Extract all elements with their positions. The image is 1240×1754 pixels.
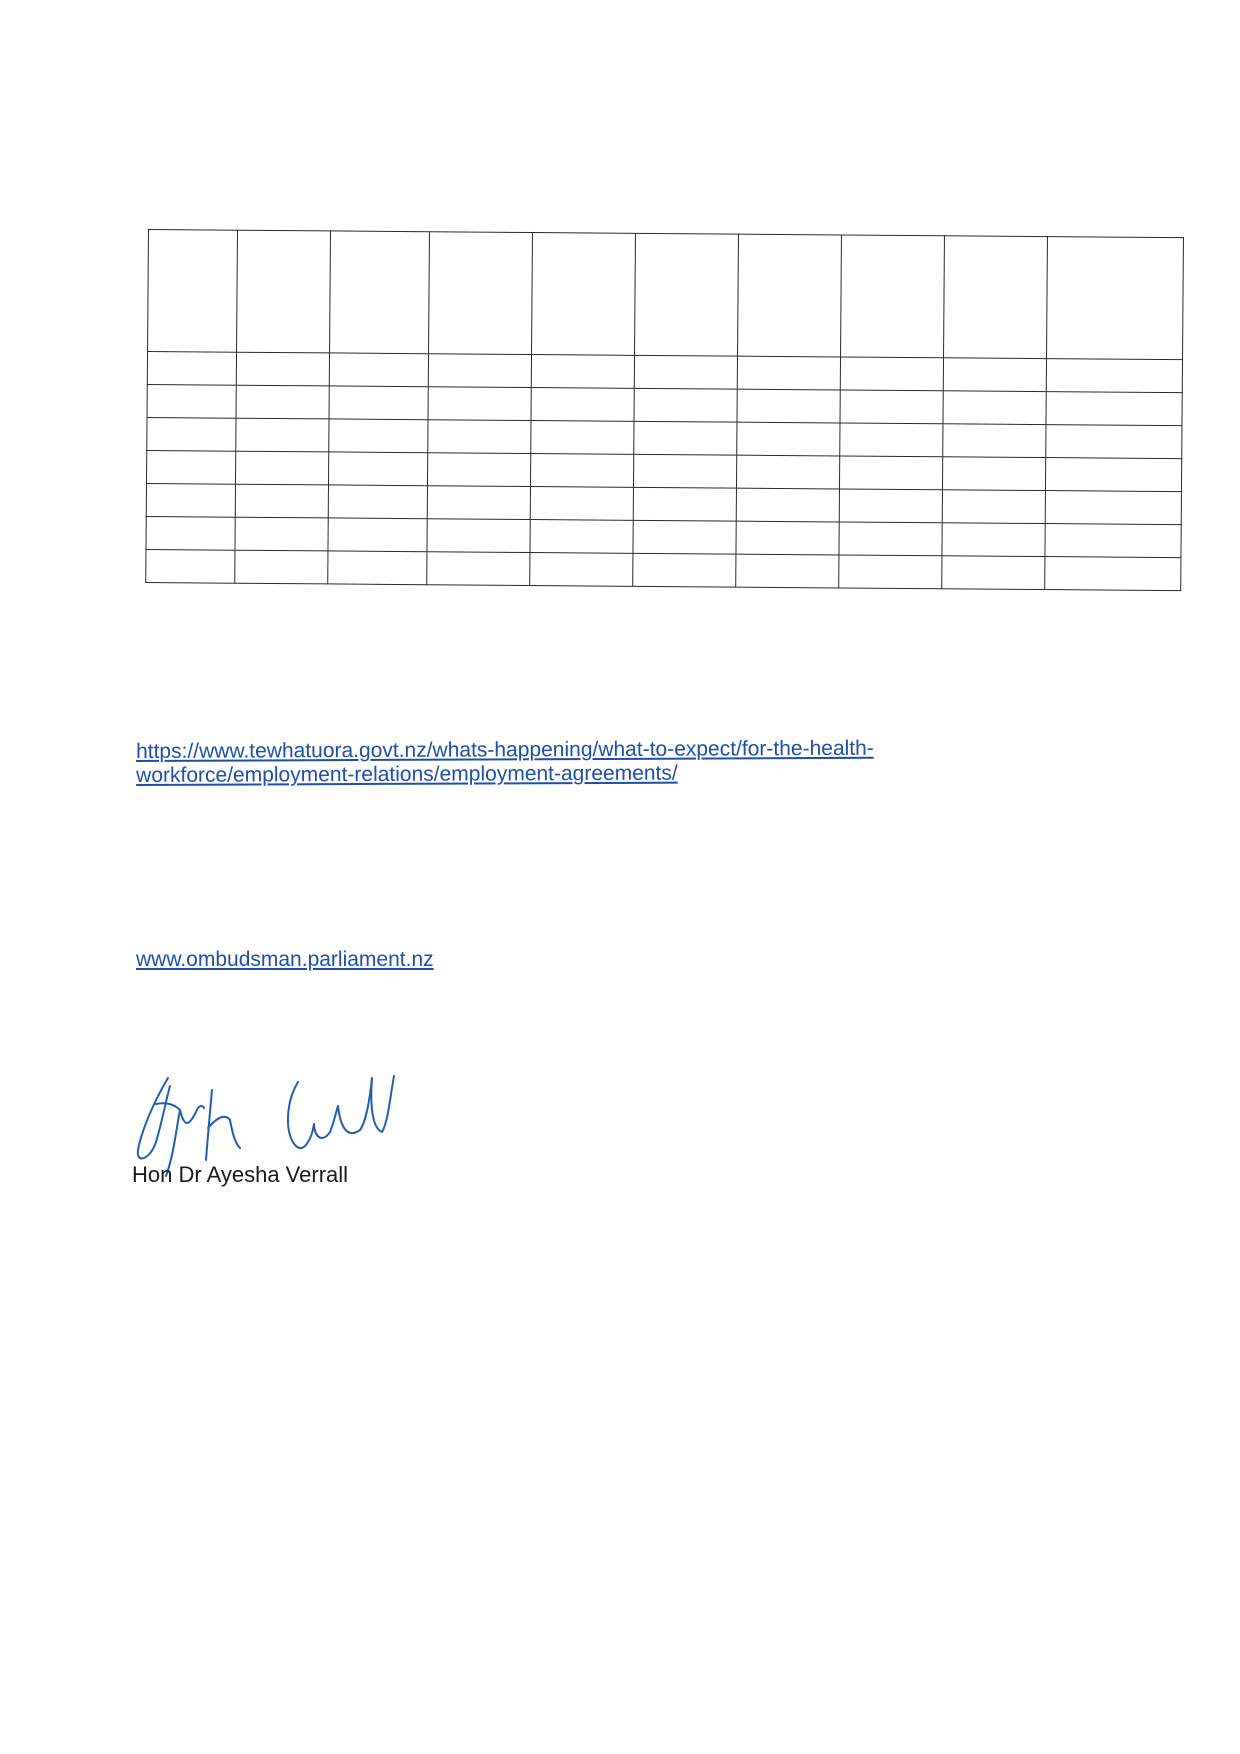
table-header-cell	[738, 234, 842, 357]
health-agreements-link-line1[interactable]: https://www.tewhatuora.govt.nz/whats-happening/what-to-expect/for-the-health-	[136, 736, 874, 763]
table-header-cell	[330, 231, 430, 354]
table-header-cell	[429, 232, 533, 355]
health-agreements-link[interactable]	[136, 737, 874, 788]
table-header-cell	[237, 230, 331, 353]
table-header-cell	[944, 236, 1048, 359]
table-header-cell	[1047, 237, 1184, 360]
redacted-data-table	[145, 229, 1184, 591]
table-row	[146, 549, 1181, 590]
table-header-cell	[148, 230, 238, 353]
table-header-cell	[635, 233, 739, 356]
table-header-row	[148, 230, 1184, 360]
table-header-cell	[532, 233, 636, 356]
ombudsman-link[interactable]: www.ombudsman.parliament.nz	[136, 948, 434, 971]
health-agreements-link-line2[interactable]: workforce/employment-relations/employment-agreements/	[136, 761, 678, 787]
signer-name: Hon Dr Ayesha Verrall	[132, 1162, 349, 1187]
table-header-cell	[841, 235, 945, 358]
